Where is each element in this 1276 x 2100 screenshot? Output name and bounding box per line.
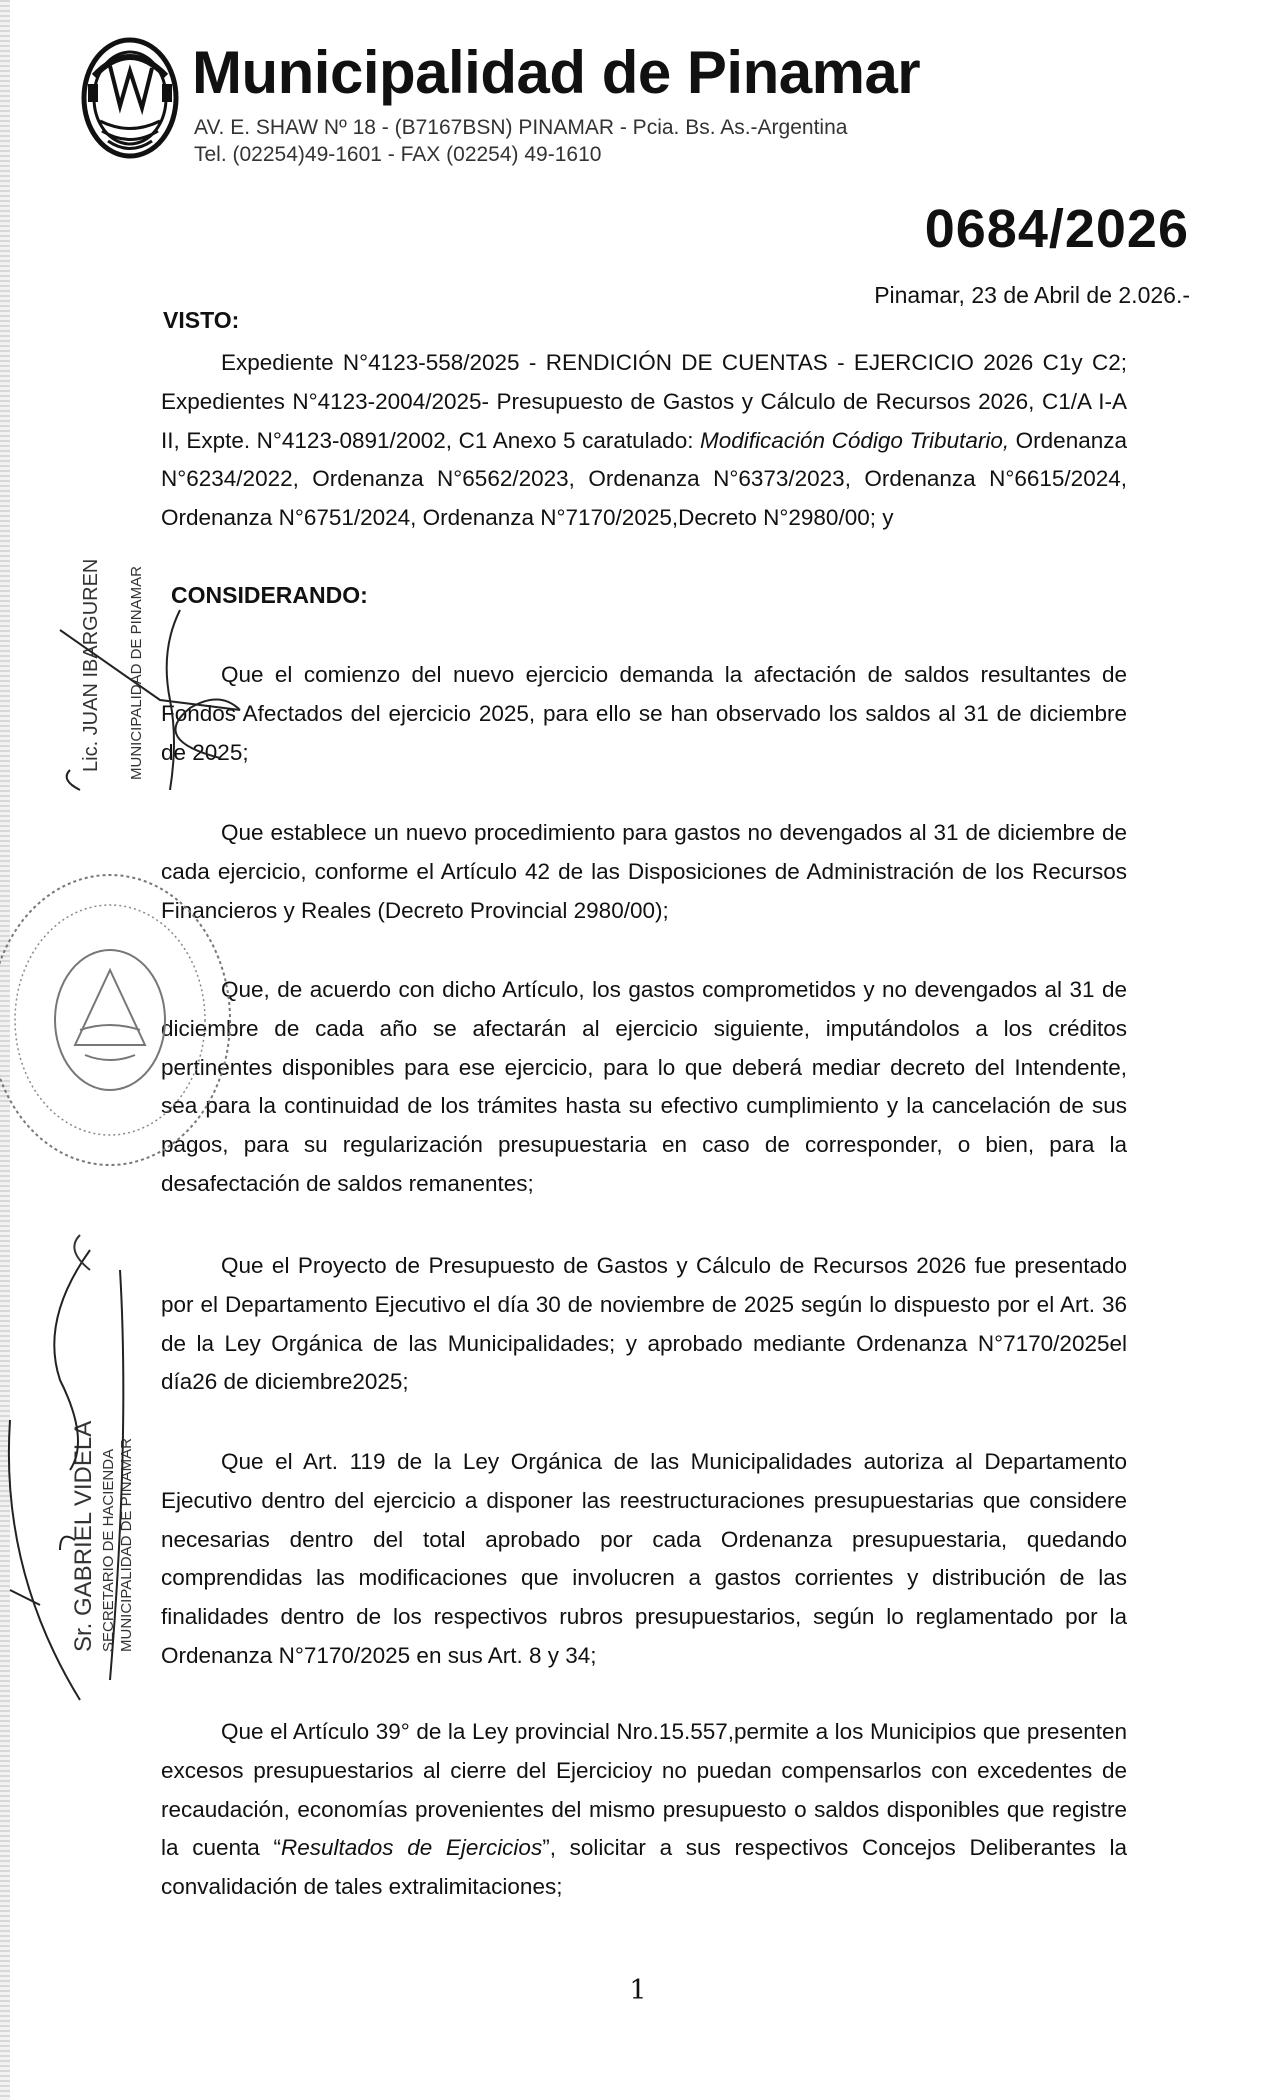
stamp-ibarguren-name: Lic. JUAN IBARGUREN	[80, 558, 102, 772]
considerando-heading: CONSIDERANDO:	[171, 582, 368, 608]
municipality-address: AV. E. SHAW Nº 18 - (B7167BSN) PINAMAR - Pcia. Bs. As.-Argentina	[194, 116, 848, 139]
visto-heading: VISTO:	[163, 307, 240, 333]
p6-text: Que el Artículo 39° de la Ley provincial Nro.15.557,permite a los Municipios que presenten excesos presupuestarios al cierre del Ejercicioy no puedan compensarlos con excedentes de recaudación, economías provenientes del mismo presupuesto o saldos disponibles que registre la cuenta “	[161, 1719, 1127, 1861]
stamp-ibarguren-org: MUNICIPALIDAD DE PINAMAR	[128, 566, 145, 780]
p6-italic: Resultados de Ejercicios	[280, 1835, 543, 1861]
considerando-paragraph-6	[161, 1713, 1127, 1907]
stamp-videla-name: Sr. GABRIEL VIDELA	[70, 1420, 97, 1652]
considerando-paragraph-3: Que, de acuerdo con dicho Artículo, los gastos comprometidos y no devengados al 31 de diciembre de cada año se afectarán al ejercicio siguiente, imputándolos a los créditos pertinentes disponibles para ese ejercicio, para lo que deberá mediar decreto del Intendente, sea para la continuidad de los trámites hasta su efectivo cumplimiento y la cancelación de sus pagos, para su regularización presupuestaria en caso de corresponder, o bien, para la desafectación de saldos remanentes;	[161, 977, 1127, 1196]
visto-paragraph	[161, 344, 1127, 538]
page-number: 1	[629, 1975, 647, 2006]
visto-italic-title: Modificación Código Tributario,	[700, 427, 1010, 453]
municipality-phone: Tel. (02254)49-1601 - FAX (02254) 49-1610	[194, 143, 602, 166]
considerando-paragraph-2: Que establece un nuevo procedimiento para gastos no devengados al 31 de diciembre de cada ejercicio, conforme el Artículo 42 de las Disposiciones de Administración de los Recursos Financieros y Reales (Decreto Provincial 2980/00);	[161, 820, 1127, 923]
decree-number: 0684/2026	[924, 199, 1189, 259]
municipal-logo	[80, 36, 180, 166]
visto-text: Expediente N°4123-558/2025 - RENDICIÓN DE CUENTAS - EJERCICIO 2026 C1y C2; Expedientes N°4123-2004/2025- Presupuesto de Gastos y Cálculo de Recursos 2026, C1/A I-A II, Expte. N°4123-0891/2002, C1 Anexo 5 caratulado:	[161, 350, 1127, 453]
municipal-seal	[0, 860, 250, 1190]
considerando-paragraph-4: Que el Proyecto de Presupuesto de Gastos y Cálculo de Recursos 2026 fue presentado por el Departamento Ejecutivo el día 30 de noviembre de 2025 según lo dispuesto por el Art. 36 de la Ley Orgánica de las Municipalidades; y aprobado mediante Ordenanza N°7170/2025el día26 de diciembre2025;	[161, 1253, 1127, 1395]
municipality-name: Municipalidad de Pinamar	[192, 39, 921, 106]
considerando-paragraph-5: Que el Art. 119 de la Ley Orgánica de las Municipalidades autoriza al Departamento Ejecutivo dentro del ejercicio a disponer las reestructuraciones presupuestarias que considere necesarias dentro del total aprobado por cada Ordenanza presupuestaria, quedando comprendidas las modificaciones que involucren a gastos corrientes y distribución de las finalidades dentro de los respectivos rubros presupuestarios, según lo reglamentado por la Ordenanza N°7170/2025 en sus Art. 8 y 34;	[161, 1449, 1127, 1668]
visto-text-after: Ordenanza N°6234/2022, Ordenanza N°6562/2023, Ordenanza N°6373/2023, Ordenanza N°6615/2024, Ordenanza N°6751/2024, Ordenanza N°7170/2025,Decreto N°2980/00; y	[161, 427, 1127, 531]
pen-mark	[60, 1230, 100, 1280]
stamp-videla-title: SECRETARIO DE HACIENDA	[100, 1448, 117, 1652]
stamp-videla-org: MUNICIPALIDAD DE PINAMAR	[118, 1438, 135, 1652]
considerando-paragraph-1: Que el comienzo del nuevo ejercicio demanda la afectación de saldos resultantes de Fondos Afectados del ejercicio 2025, para ello se han observado los saldos al 31 de diciembre de 2025;	[161, 662, 1127, 765]
p6-text-after: ”, solicitar a sus respectivos Concejos Deliberantes la convalidación de tales extralimitaciones;	[161, 1835, 1128, 1900]
place-date: Pinamar, 23 de Abril de 2.026.-	[874, 282, 1190, 308]
